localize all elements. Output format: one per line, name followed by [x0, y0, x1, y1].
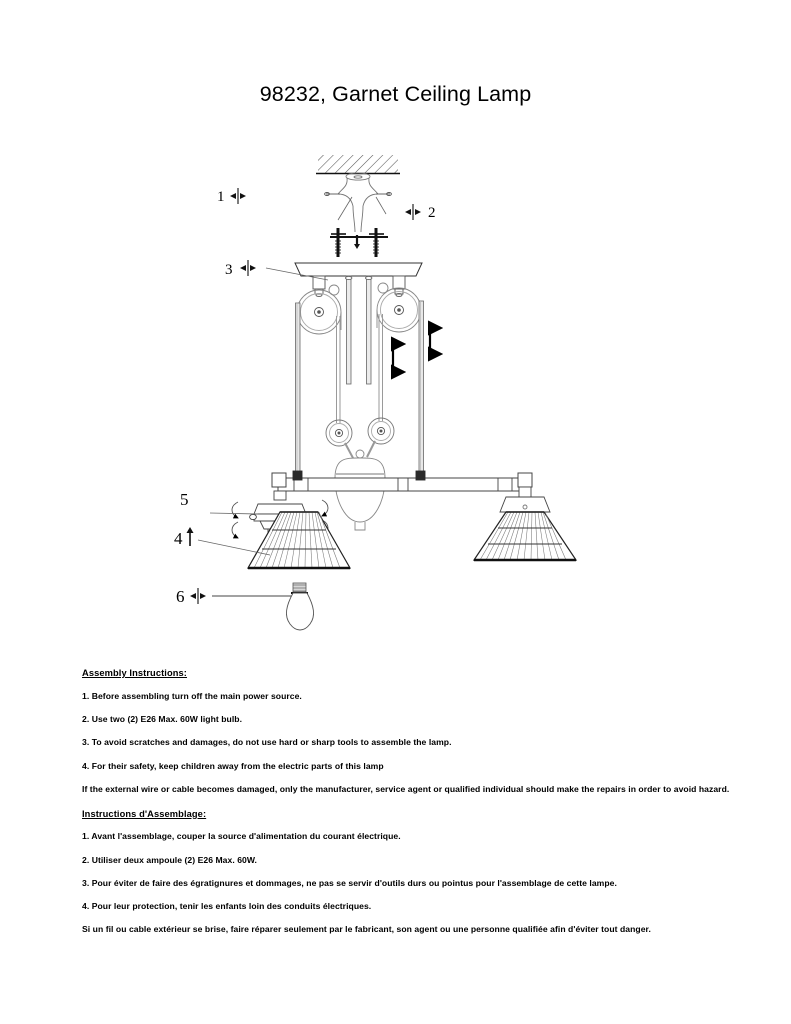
bracket-ear-left	[325, 193, 340, 196]
cone-shade-right	[474, 512, 576, 560]
callout-number-2: 2	[428, 205, 436, 221]
suspension-rod-right	[419, 301, 424, 478]
crossbar	[272, 471, 532, 491]
callout-number-1: 1	[217, 189, 225, 205]
assembly-note-fr: Si un fil ou cable extérieur se brise, faire réparer seulement par le fabricant, son agent ou une personne qualifiée afin d'éviter tout danger.	[82, 924, 651, 935]
page-title: 98232, Garnet Ceiling Lamp	[259, 82, 532, 106]
assembly-diagram	[150, 140, 650, 640]
assembly-step-fr-1: 1. Avant l'assemblage, couper la source d'alimentation du courant électrique.	[82, 831, 401, 842]
assembly-heading-fr: Instructions d'Assemblage:	[82, 808, 207, 819]
screw-turn-icon-6	[190, 588, 206, 604]
callout-number-3: 3	[225, 262, 233, 278]
lift-cables	[337, 314, 383, 423]
suspension-rod-left	[296, 303, 301, 478]
assembly-note-en: If the external wire or cable becomes damaged, only the manufacturer, service agent or qualified individual should make the repairs in order to avoid hazard.	[82, 783, 730, 794]
screw-turn-icon-2	[405, 204, 421, 220]
callout-number-4: 4	[174, 529, 183, 548]
mounting-screws	[330, 228, 388, 257]
assembly-step-fr-3: 3. Pour éviter de faire des égratignures et dommages, ne pas se servir d'outils durs ou pointus pour l'assemblage de cette lampe.	[82, 877, 617, 888]
cable-collar-right	[393, 276, 405, 296]
assembly-step-en-3: 3. To avoid scratches and damages, do not use hard or sharp tools to assemble the lamp.	[82, 737, 452, 748]
rotate-icon-left	[232, 502, 238, 538]
assembly-instructions-english	[82, 668, 730, 795]
assembly-instructions-french	[82, 809, 707, 936]
callout-number-5: 5	[180, 490, 189, 509]
assembly-step-en-2: 2. Use two (2) E26 Max. 60W light bulb.	[82, 713, 243, 724]
ceiling-mount-bracket	[338, 173, 378, 232]
canopy-plate	[295, 263, 422, 276]
callout-number-6: 6	[176, 587, 185, 606]
assembly-heading-en: Assembly Instructions:	[82, 668, 188, 678]
assembly-step-fr-4: 4. Pour leur protection, tenir les enfants loin des conduits électriques.	[82, 901, 372, 912]
bracket-ear-right	[376, 193, 391, 196]
insert-arrow-icon-4	[187, 527, 194, 546]
instructions-section	[82, 668, 730, 949]
light-bulb	[212, 583, 314, 630]
screw-turn-icon-1	[230, 188, 246, 204]
assembly-step-en-1: 1. Before assembling turn off the main power source.	[82, 690, 302, 701]
assembly-step-en-4: 4. For their safety, keep children away from the electric parts of this lamp	[82, 760, 384, 771]
assembly-step-fr-2: 2. Utiliser deux ampoule (2) E26 Max. 60W.	[82, 854, 257, 865]
screw-turn-icon-3	[240, 260, 256, 276]
pulley-lower-right	[368, 418, 394, 444]
center-rods	[346, 276, 372, 384]
pulley-upper-right	[377, 288, 421, 332]
ceiling-hatch	[316, 155, 400, 174]
pulley-lower-left	[326, 420, 352, 446]
